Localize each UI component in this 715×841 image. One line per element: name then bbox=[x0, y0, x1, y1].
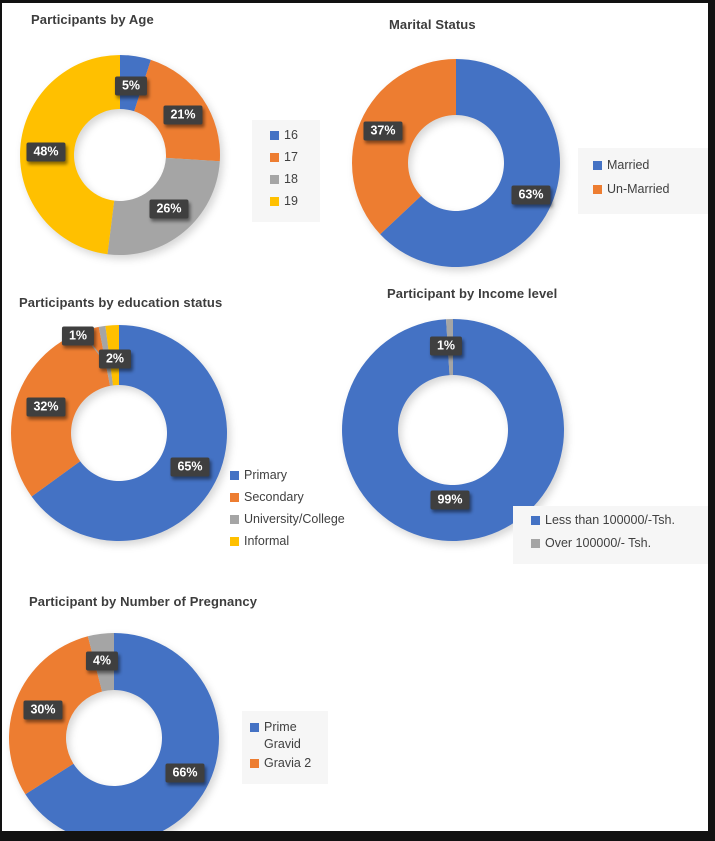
age-data-label-5pct: 5% bbox=[115, 77, 147, 96]
legend-label: Un-Married bbox=[607, 182, 670, 196]
pregnancy-data-label-30pct: 30% bbox=[23, 701, 62, 720]
education-data-label-1pct: 1% bbox=[62, 327, 94, 346]
pregnancy-chart-title: Participant by Number of Pregnancy bbox=[29, 594, 258, 609]
legend-swatch-icon bbox=[250, 723, 259, 732]
age-legend-item-19 bbox=[270, 193, 314, 209]
legend-label: Less than 100000/-Tsh. bbox=[545, 513, 675, 527]
legend-swatch-icon bbox=[250, 759, 259, 768]
legend-label: Secondary bbox=[244, 490, 304, 504]
marital-legend bbox=[578, 148, 712, 214]
pregnancy-data-label-66pct: 66% bbox=[165, 764, 204, 783]
marital-chart-title: Marital Status bbox=[389, 17, 476, 32]
legend-swatch-icon bbox=[230, 471, 239, 480]
legend-swatch-icon bbox=[593, 185, 602, 194]
page-border-left bbox=[0, 0, 2, 841]
marital-legend-item-un-married bbox=[593, 181, 704, 197]
legend-label: Gravia 2 bbox=[264, 756, 312, 770]
legend-label: 19 bbox=[284, 194, 298, 208]
education-legend bbox=[230, 467, 380, 555]
legend-swatch-icon bbox=[270, 153, 279, 162]
pregnancy-legend-item-prime-gravid bbox=[250, 719, 320, 753]
pregnancy-legend bbox=[242, 711, 328, 784]
marital-data-label-63pct: 63% bbox=[511, 186, 550, 205]
age-legend-item-16 bbox=[270, 127, 314, 143]
legend-label: 17 bbox=[284, 150, 298, 164]
age-data-label-48pct: 48% bbox=[26, 143, 65, 162]
income-chart-title: Participant by Income level bbox=[387, 286, 558, 301]
age-legend bbox=[252, 120, 320, 222]
legend-label: 18 bbox=[284, 172, 298, 186]
legend-swatch-icon bbox=[230, 515, 239, 524]
age-chart-title: Participants by Age bbox=[31, 12, 154, 27]
education-data-label-2pct: 2% bbox=[99, 350, 131, 369]
income-legend-item-over-100000-tsh bbox=[531, 535, 703, 551]
legend-swatch-icon bbox=[230, 493, 239, 502]
legend-label: Primary bbox=[244, 468, 288, 482]
legend-swatch-icon bbox=[531, 539, 540, 548]
page-border-top bbox=[0, 0, 715, 3]
education-chart-title: Participants by education status bbox=[19, 295, 223, 310]
legend-swatch-icon bbox=[230, 537, 239, 546]
legend-label: Prime Gravid bbox=[264, 720, 301, 751]
income-data-label-1pct: 1% bbox=[430, 337, 462, 356]
page-border-right bbox=[708, 0, 715, 841]
legend-label: Informal bbox=[244, 534, 290, 548]
age-data-label-21pct: 21% bbox=[163, 106, 202, 125]
education-legend-item-primary bbox=[230, 467, 380, 483]
education-legend-item-informal bbox=[230, 533, 380, 549]
legend-label: 16 bbox=[284, 128, 298, 142]
age-legend-item-18 bbox=[270, 171, 314, 187]
marital-slice-un-married bbox=[352, 59, 456, 234]
age-data-label-26pct: 26% bbox=[149, 200, 188, 219]
legend-swatch-icon bbox=[270, 175, 279, 184]
page-border-bottom bbox=[0, 831, 715, 841]
legend-label: Married bbox=[607, 158, 650, 172]
legend-label: Over 100000/- Tsh. bbox=[545, 536, 652, 550]
legend-swatch-icon bbox=[531, 516, 540, 525]
pregnancy-data-label-4pct: 4% bbox=[86, 652, 118, 671]
legend-swatch-icon bbox=[270, 197, 279, 206]
education-legend-item-university-college bbox=[230, 511, 380, 527]
age-legend-item-17 bbox=[270, 149, 314, 165]
income-data-label-99pct: 99% bbox=[430, 491, 469, 510]
education-data-label-65pct: 65% bbox=[170, 458, 209, 477]
income-legend-item-less-than-100000-tsh bbox=[531, 512, 703, 528]
education-data-label-32pct: 32% bbox=[26, 398, 65, 417]
marital-data-label-37pct: 37% bbox=[363, 122, 402, 141]
marital-donut-chart bbox=[344, 51, 568, 275]
legend-label: University/College bbox=[244, 512, 345, 526]
marital-legend-item-married bbox=[593, 157, 704, 173]
education-legend-item-secondary bbox=[230, 489, 380, 505]
pregnancy-legend-item-gravia-2 bbox=[250, 755, 320, 772]
income-legend bbox=[513, 506, 711, 564]
legend-swatch-icon bbox=[593, 161, 602, 170]
legend-swatch-icon bbox=[270, 131, 279, 140]
